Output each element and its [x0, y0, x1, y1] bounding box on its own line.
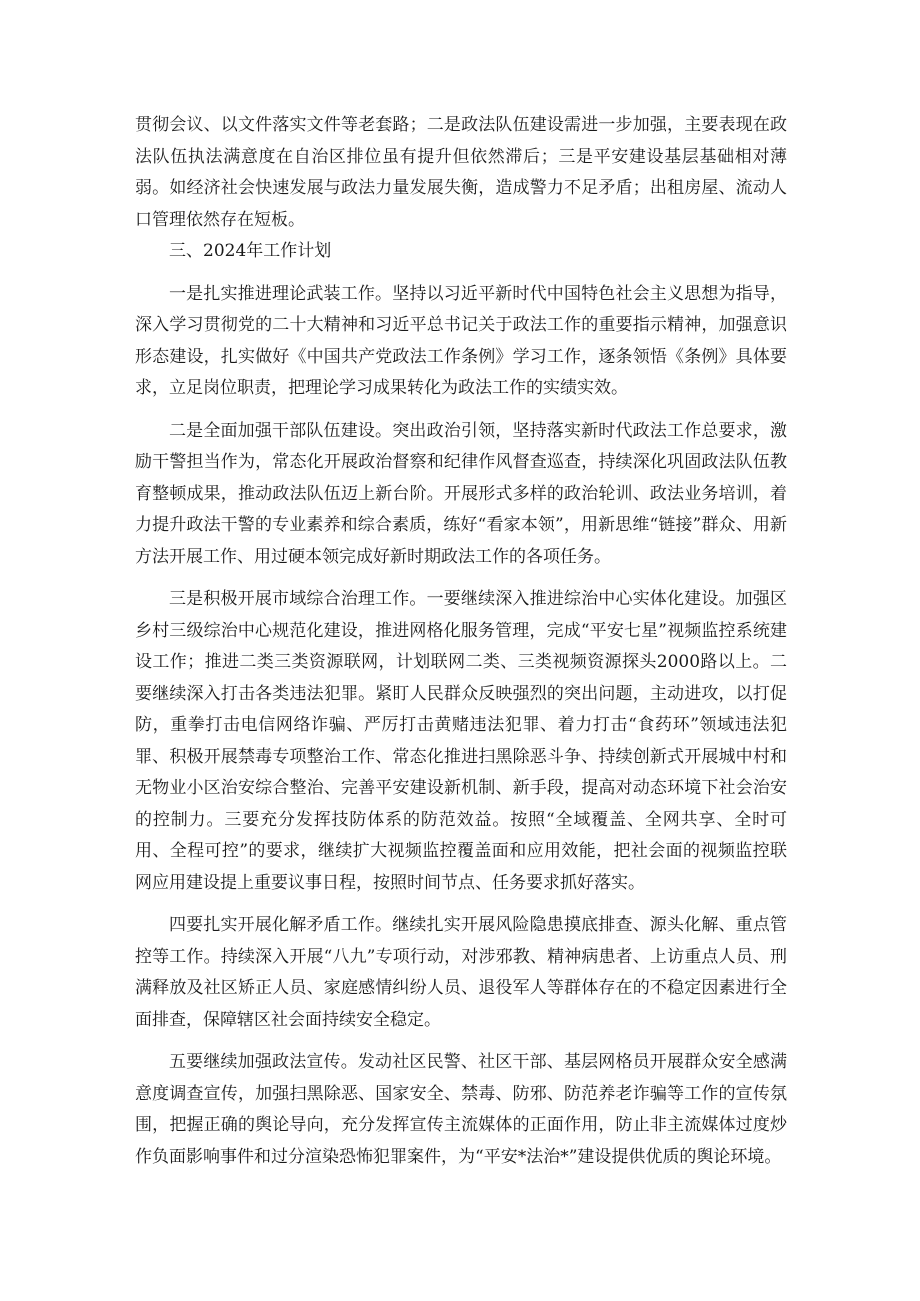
section-heading-2024-plan: 三、2024年工作计划	[169, 241, 332, 261]
paragraph-team-building: 二是全面加强干部队伍建设。突出政治引领，坚持落实新时代政法工作总要求，激励干警担当作为，常态化开展政治督察和纪律作风督查巡查，持续深化巩固政法队伍教育整顿成果，推动政法队伍迈上新台阶。开展形式多样的政治轮训、政法业务培训，着力提升政法干警的专业素养和综合素质，练好“看家本领”，用新思维“链接”群众、用新方法开展工作、用过硬本领完成好新时期政法工作的各项任务。	[135, 420, 787, 567]
paragraph-legal-publicity: 五要继续加强政法宣传。发动社区民警、社区干部、基层网格员开展群众安全感满意度调查宣传，加强扫黑除恶、国家安全、禁毒、防邪、防范养老诈骗等工作的宣传氛围，把握正确的舆论导向，充分发挥宣传主流媒体的正面作用，防止非主流媒体过度炒作负面影响事件和过分渲染恐怖犯罪案件，为“平安*法治*”建设提供优质的舆论环境。	[135, 1052, 787, 1167]
paragraph-municipal-governance: 三是积极开展市域综合治理工作。一要继续深入推进综治中心实体化建设。加强区乡村三级综治中心规范化建设，推进网格化服务管理，完成“平安七星”视频监控系统建设工作；推进二类三类资源联网，计划联网二类、三类视频资源探头2000路以上。二要继续深入打击各类违法犯罪。紧盯人民群众反映强烈的突出问题，主动进攻，以打促防，重拳打击电信网络诈骗、严厉打击黄赌违法犯罪、着力打击“食药环”领域违法犯罪、积极开展禁毒专项整治工作、常态化推进扫黑除恶斗争、持续创新式开展城中村和无物业小区治安综合整治、完善平安建设新机制、新手段，提高对动态环境下社会治安的控制力。三要充分发挥技防体系的防范效益。按照“全域覆盖、全网共享、全时可用、全程可控”的要求，继续扩大视频监控覆盖面和应用效能，把社会面的视频监控联网应用建设提上重要议事日程，按照时间节点、任务要求抓好落实。	[135, 589, 787, 893]
document-body	[135, 110, 787, 1173]
paragraph-theory-study: 一是扎实推进理论武装工作。坚持以习近平新时代中国特色社会主义思想为指导，深入学习贯彻党的二十大精神和习近平总书记关于政法工作的重要指示精神，加强意识形态建设，扎实做好《中国共产党政法工作条例》学习工作，逐条领悟《条例》具体要求，立足岗位职责，把理论学习成果转化为政法工作的实绩实效。	[135, 283, 787, 398]
paragraph-conflict-resolution: 四要扎实开展化解矛盾工作。继续扎实开展风险隐患摸底排查、源头化解、重点管控等工作。持续深入开展“八九”专项行动，对涉邪教、精神病患者、上访重点人员、刑满释放及社区矫正人员、家庭感情纠纷人员、退役军人等群体存在的不稳定因素进行全面排查，保障辖区社会面持续安全稳定。	[135, 915, 787, 1030]
paragraph-continued-problems: 贯彻会议、以文件落实文件等老套路；二是政法队伍建设需进一步加强，主要表现在政法队伍执法满意度在自治区排位虽有提升但依然滞后；三是平安建设基层基础相对薄弱。如经济社会快速发展与政法力量发展失衡，造成警力不足矛盾；出租房屋、流动人口管理依然存在短板。	[135, 115, 787, 230]
